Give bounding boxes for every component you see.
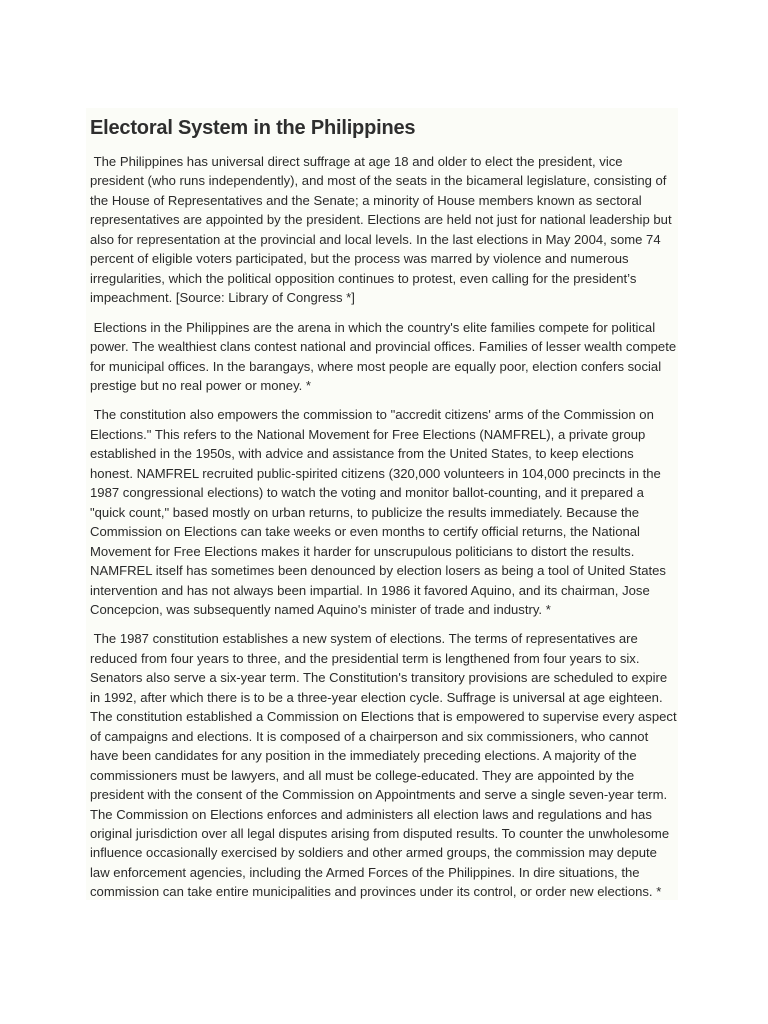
- article: [86, 108, 681, 900]
- article-paragraph: Elections in the Philippines are the arena in which the country's elite families compete for political power. The wealthiest clans contest national and provincial offices. Families of lesser wealth compete for municipal offices. In the barangays, where most people are equally poor, election confers social prestige but no real power or money. *: [90, 319, 680, 393]
- article-title: Electoral System in the Philippines: [90, 117, 416, 139]
- article-paragraph: The 1987 constitution establishes a new system of elections. The terms of representatives are reduced from four years to three, and the presidential term is lengthened from four years to six. Senators also serve a six-year term. The Constitution's transitory provisions are scheduled to expire in 1992, after which there is to be a three-year election cycle. Suffrage is universal at age eighteen. The constitution established a Commission on Elections that is empowered to supervise every aspect of campaigns and elections. It is composed of a chairperson and six commissioners, who cannot have been candidates for any position in the immediately preceding elections. A majority of the commissioners must be lawyers, and all must be college-educated. They are appointed by the president with the consent of the Commission on Appointments and serve a single seven-year term. The Commission on Elections enforces and administers all election laws and regulations and has original jurisdiction over all legal disputes arising from disputed results. To counter the unwholesome influence occasionally exercised by soldiers and other armed groups, the commission may depute law enforcement agencies, including the Armed Forces of the Philippines. In dire situations, the commission can take entire municipalities and provinces under its control, or order new elections. *: [90, 631, 681, 900]
- article-paragraph: The Philippines has universal direct suffrage at age 18 and older to elect the president, vice president (who runs independently), and most of the seats in the bicameral legislature, consisting of the House of Representatives and the Senate; a minority of House members known as sectoral representatives are appointed by the president. Elections are held not just for national leadership but also for representation at the provincial and local levels. In the last elections in May 2004, some 74 percent of eligible voters participated, but the process was marred by violence and numerous irregularities, which the political opposition continues to protest, even calling for the president’s impeachment. [Source: Library of Congress *]: [90, 154, 676, 306]
- article-paragraph: The constitution also empowers the commission to "accredit citizens' arms of the Commission on Elections." This refers to the National Movement for Free Elections (NAMFREL), a private group established in the 1950s, with advice and assistance from the United States, to keep elections honest. NAMFREL recruited public-spirited citizens (320,000 volunteers in 104,000 precincts in the 1987 congressional elections) to watch the voting and monitor ballot-counting, and it prepared a "quick count," based mostly on urban returns, to publicize the results immediately. Because the Commission on Elections can take weeks or even months to certify official returns, the National Movement for Free Elections makes it harder for unscrupulous politicians to distort the results. NAMFREL itself has sometimes been denounced by election losers as being a tool of United States intervention and has not always been impartial. In 1986 it favored Aquino, and its chairman, Jose Concepcion, was subsequently named Aquino's minister of trade and industry. *: [90, 407, 670, 617]
